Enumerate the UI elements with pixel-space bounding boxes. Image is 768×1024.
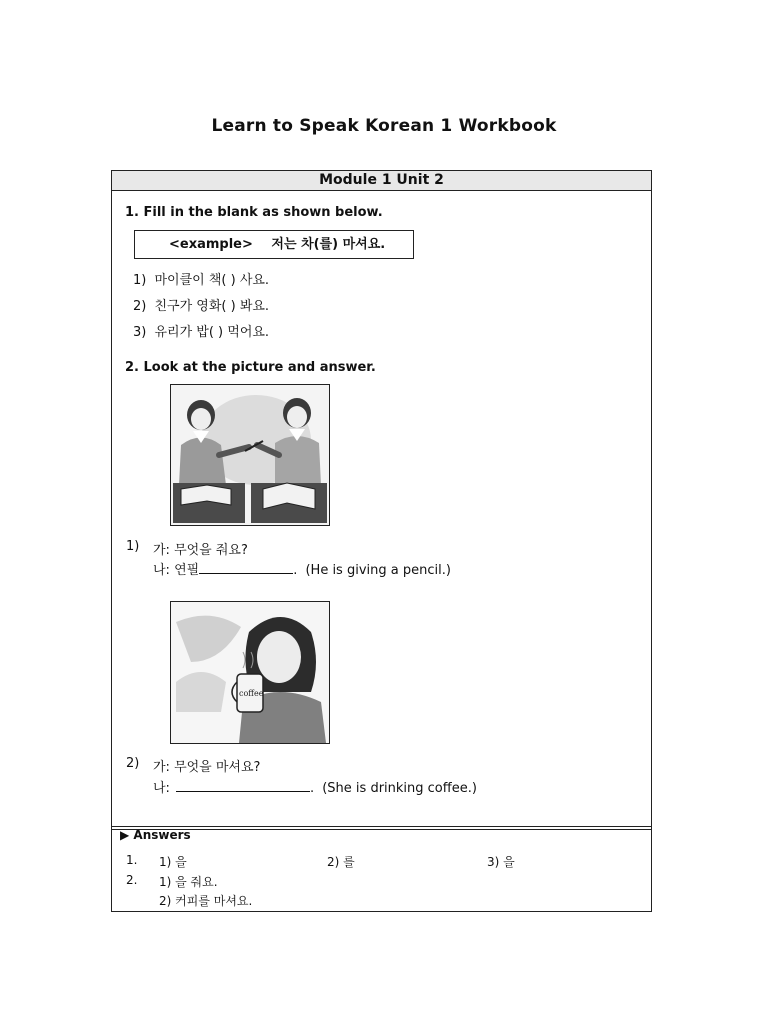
module-header: Module 1 Unit 2 (112, 171, 651, 191)
q2-item-1-question: 가: 무엇을 줘요? (153, 543, 248, 558)
answers-row-2-number: 2. (126, 873, 138, 887)
answers-row-1-number: 1. (126, 853, 138, 867)
students-pencil-illustration (170, 384, 330, 526)
answer-hint: (She is drinking coffee.) (322, 781, 477, 796)
q2-item-1-number: 1) (126, 539, 140, 554)
q1-item-text: 마이클이 책( ) 사요. (154, 273, 270, 288)
answer-blank (199, 561, 293, 574)
answer-prefix: 나: 연필 (153, 563, 200, 578)
q1-item-number: 1) (133, 273, 147, 288)
q1-item-number: 3) (133, 325, 147, 340)
answers-row-1-b: 2) 를 (327, 855, 355, 869)
q1-item-text: 친구가 영화( ) 봐요. (154, 299, 270, 314)
document-title: Learn to Speak Korean 1 Workbook (211, 116, 557, 136)
answer-hint: (He is giving a pencil.) (305, 563, 451, 578)
worksheet-frame (111, 170, 652, 912)
q1-item-number: 2) (133, 299, 147, 314)
answers-heading: ▶ Answers (120, 828, 191, 842)
answer-blank (176, 779, 310, 792)
answers-row-2-a: 1) 을 줘요. (159, 875, 218, 889)
q2-heading: 2. Look at the picture and answer. (125, 360, 376, 375)
cup-label: coffee (239, 689, 264, 698)
answers-divider-top (112, 826, 651, 827)
q1-item-text: 유리가 밥( ) 먹어요. (154, 325, 270, 340)
q1-item-1 (133, 269, 269, 288)
answer-prefix: 나: (153, 781, 170, 796)
q1-heading: 1. Fill in the blank as shown below. (125, 205, 383, 220)
woman-coffee-illustration (170, 601, 330, 744)
answers-row-3-a: 2) 커피를 마셔요. (159, 894, 253, 908)
answer-end: . (309, 781, 315, 796)
answers-divider-bottom (112, 829, 651, 830)
example-sentence: 저는 차(를) 마셔요. (271, 237, 386, 252)
q2-item-2-question: 가: 무엇을 마셔요? (153, 760, 261, 775)
answers-row-1-c: 3) 을 (487, 855, 515, 869)
answers-row-1-a: 1) 을 (159, 855, 187, 869)
example-box (134, 230, 414, 259)
q1-item-2 (133, 295, 269, 314)
q2-item-2-number: 2) (126, 756, 140, 771)
example-tag: <example> (169, 237, 253, 252)
answer-end: . (293, 563, 298, 578)
q2-item-2-answer (153, 777, 477, 796)
q1-item-3 (133, 321, 269, 340)
q2-item-1-answer (153, 559, 451, 578)
